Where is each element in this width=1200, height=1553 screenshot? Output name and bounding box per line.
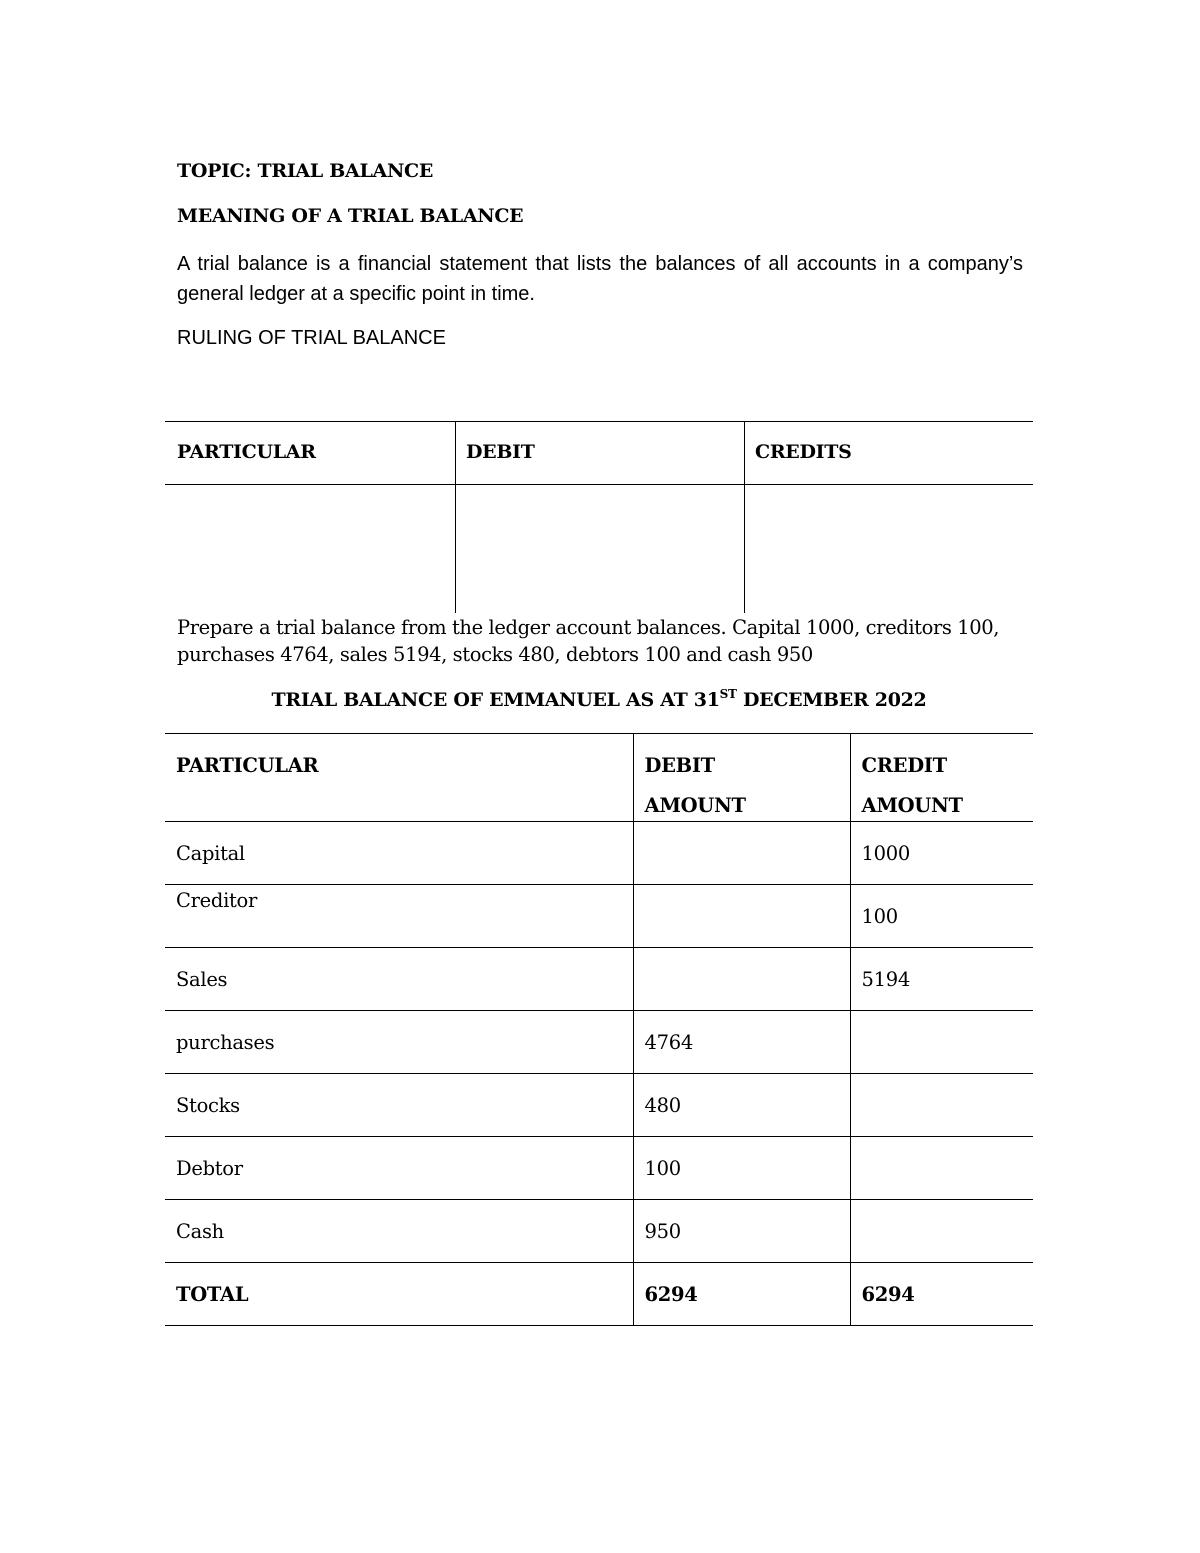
header-debit-label: DEBIT <box>644 754 715 777</box>
header-credit-amount-label: AMOUNT <box>861 794 963 817</box>
table-row <box>165 1074 1033 1137</box>
row-debit: 480 <box>633 1074 850 1137</box>
row-credit <box>850 1074 1033 1137</box>
trial-balance-title <box>165 689 1033 711</box>
row-particular: Cash <box>165 1200 633 1263</box>
row-debit: 950 <box>633 1200 850 1263</box>
table-row <box>165 948 1033 1011</box>
row-debit <box>633 948 850 1011</box>
total-credit: 6294 <box>850 1263 1033 1326</box>
total-label: TOTAL <box>165 1263 633 1326</box>
row-debit: 100 <box>633 1137 850 1200</box>
ruling-divider <box>455 421 456 613</box>
ruling-header-rule <box>165 484 1033 485</box>
row-credit <box>850 1200 1033 1263</box>
table-header-row <box>165 734 1033 822</box>
table-row <box>165 1011 1033 1074</box>
row-credit: 1000 <box>850 822 1033 885</box>
table-row <box>165 885 1033 948</box>
title-prefix: TRIAL BALANCE OF EMMANUEL AS AT 31 <box>271 689 720 711</box>
header-credit <box>850 734 1033 822</box>
meaning-heading: MEANING OF A TRIAL BALANCE <box>177 205 524 227</box>
title-superscript: ST <box>719 687 737 701</box>
ruling-divider <box>744 421 745 613</box>
row-debit <box>633 822 850 885</box>
row-particular: Stocks <box>165 1074 633 1137</box>
ruling-top-rule <box>165 421 1033 422</box>
ruling-heading: RULING OF TRIAL BALANCE <box>177 327 446 349</box>
row-particular: Sales <box>165 948 633 1011</box>
trial-balance-table <box>165 733 1033 1326</box>
table-row <box>165 1200 1033 1263</box>
ruling-table <box>165 421 1033 613</box>
row-particular: Capital <box>165 822 633 885</box>
row-credit: 100 <box>850 885 1033 948</box>
topic-heading: TOPIC: TRIAL BALANCE <box>177 160 434 182</box>
row-particular: purchases <box>165 1011 633 1074</box>
header-credit-label: CREDIT <box>861 754 947 777</box>
total-debit: 6294 <box>633 1263 850 1326</box>
row-credit: 5194 <box>850 948 1033 1011</box>
ruling-header-credits: CREDITS <box>755 441 852 463</box>
ruling-header-debit: DEBIT <box>466 441 535 463</box>
title-suffix: DECEMBER 2022 <box>736 689 927 711</box>
total-row <box>165 1263 1033 1326</box>
definition-paragraph: A trial balance is a financial statement that lists the balances of all accounts in a company’s general ledger at a specific point in time. <box>177 253 1023 305</box>
header-debit <box>633 734 850 822</box>
row-credit <box>850 1137 1033 1200</box>
row-debit: 4764 <box>633 1011 850 1074</box>
header-debit-amount-label: AMOUNT <box>644 794 746 817</box>
ruling-header-particular: PARTICULAR <box>177 441 316 463</box>
row-debit <box>633 885 850 948</box>
row-particular: Creditor <box>165 885 633 948</box>
row-credit <box>850 1011 1033 1074</box>
header-particular-label: PARTICULAR <box>176 754 319 777</box>
table-row <box>165 822 1033 885</box>
table-row <box>165 1137 1033 1200</box>
header-particular <box>165 734 633 822</box>
row-particular: Debtor <box>165 1137 633 1200</box>
exercise-question: Prepare a trial balance from the ledger account balances. Capital 1000, creditors 100, purchases 4764, sales 5194, stocks 480, debtors 100 and cash 950 <box>177 616 1000 666</box>
